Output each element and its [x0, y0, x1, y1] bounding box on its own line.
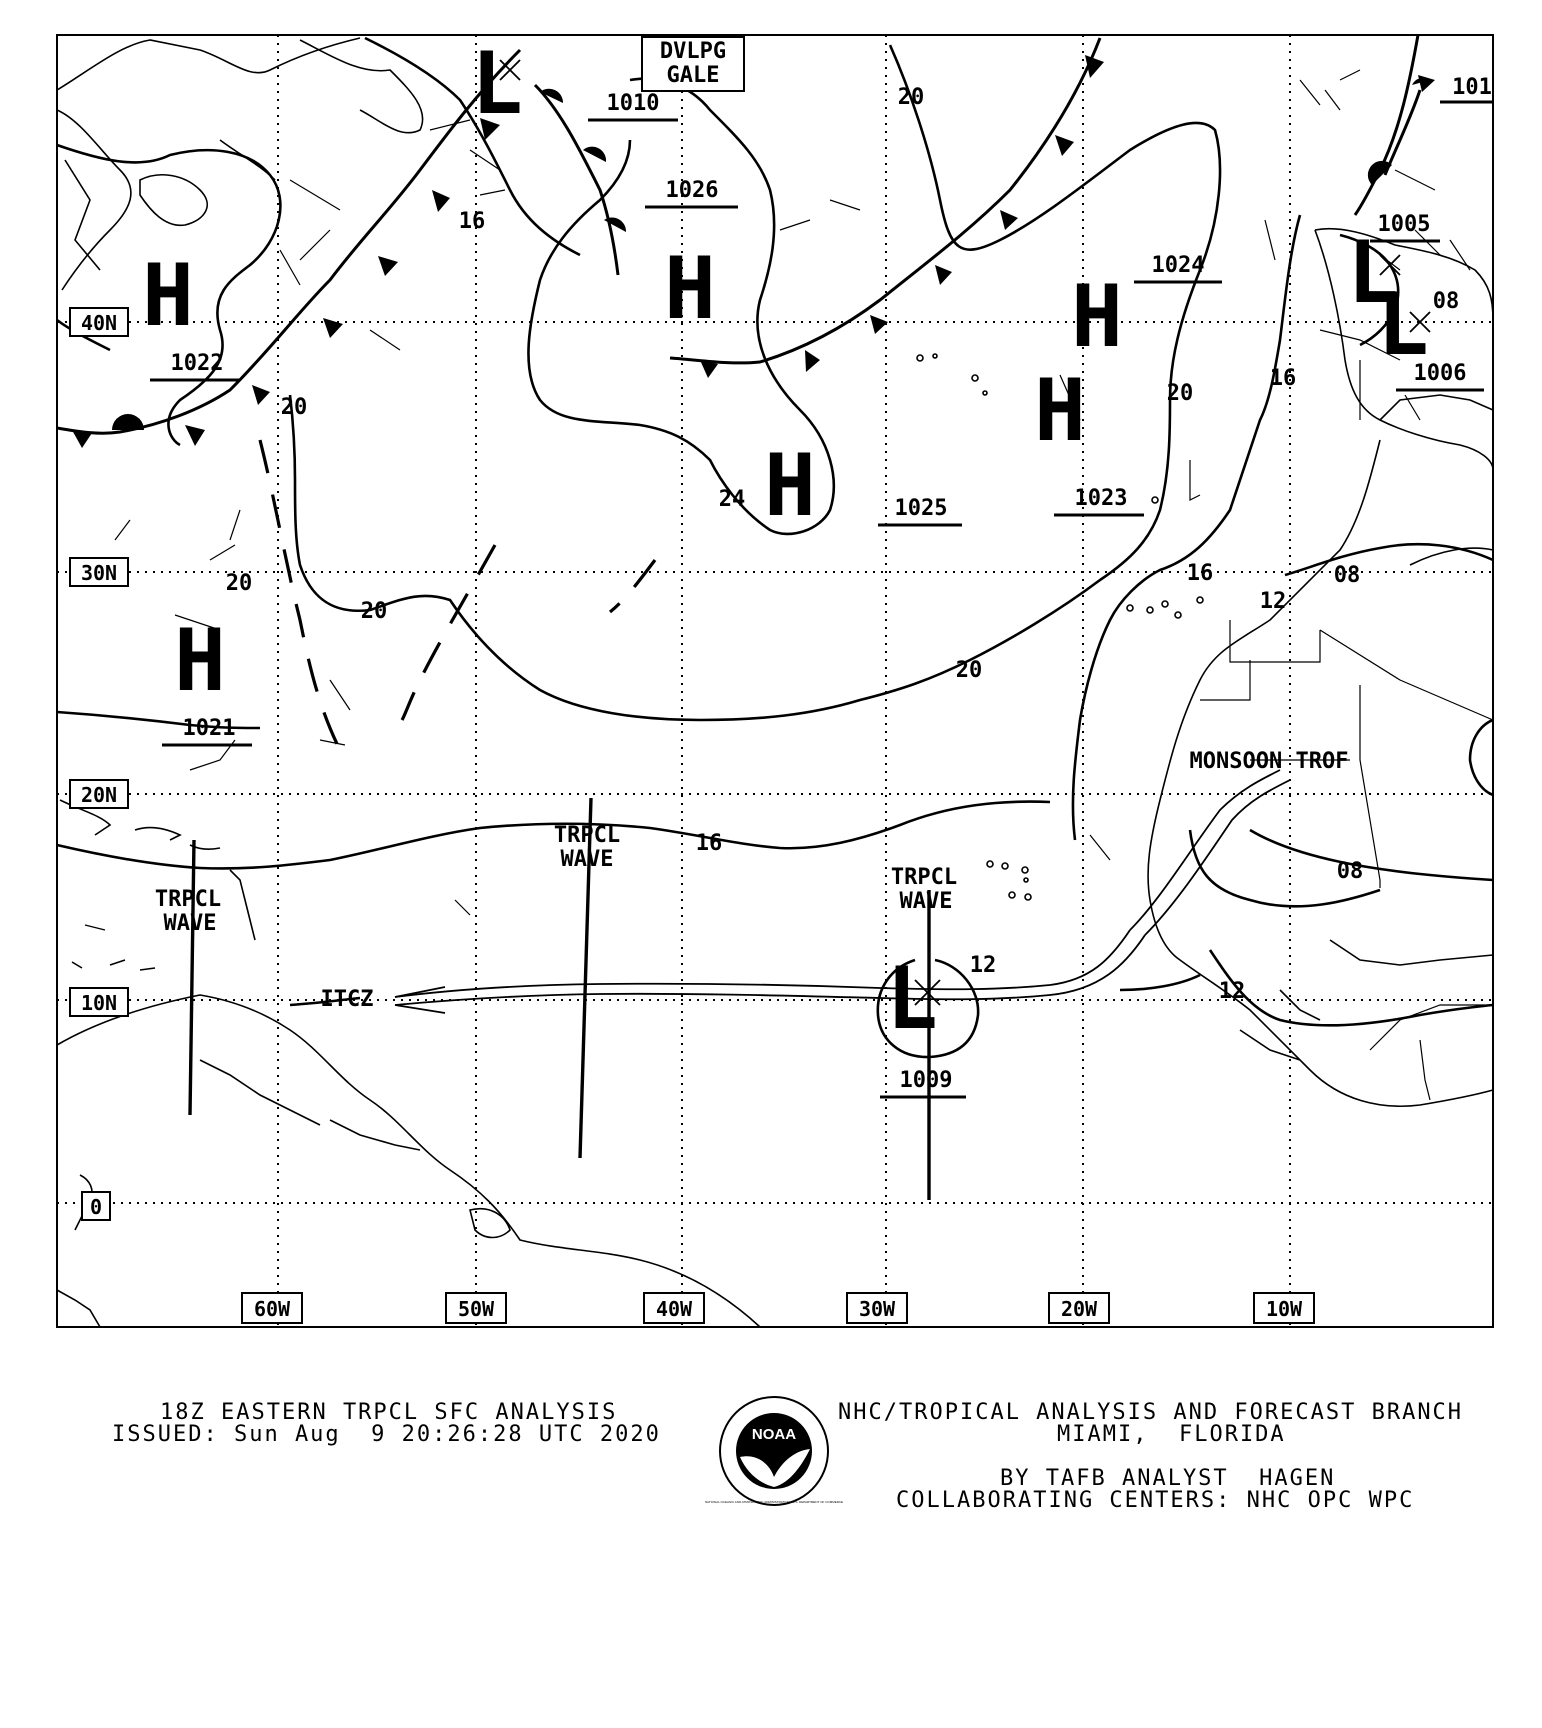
- isobar-label: 20: [280, 395, 308, 420]
- tropical-wave-label-line1: TRPCL: [553, 823, 621, 848]
- tropical-wave-label-line1: TRPCL: [890, 865, 958, 890]
- lon-label-60w: 60W: [253, 1297, 291, 1321]
- high-center-letter: H: [1071, 267, 1123, 367]
- pressure-value: 1009: [899, 1068, 953, 1093]
- high-center-letter: H: [764, 436, 816, 536]
- low-center-letter: L: [1377, 275, 1429, 375]
- lon-label-20w: 20W: [1060, 1297, 1098, 1321]
- isobar-label: 12: [969, 953, 997, 978]
- isobar-label: 08: [1336, 859, 1364, 884]
- lon-label-40w: 40W: [655, 1297, 693, 1321]
- isobar-label: 20: [1166, 381, 1194, 406]
- isobar-label: 08: [1432, 289, 1460, 314]
- high-center-letter: H: [664, 239, 716, 339]
- chart-title: 18Z EASTERN TRPCL SFC ANALYSIS: [160, 1400, 618, 1425]
- isobar-label: 20: [955, 658, 983, 683]
- lat-label-40n: 40N: [80, 311, 118, 335]
- monsoon-trough-label: MONSOON TROF: [1189, 749, 1349, 774]
- edge-pressure-fragment: 101: [1452, 75, 1492, 100]
- isobar-label: 20: [897, 85, 925, 110]
- isobar-label: 08: [1333, 563, 1361, 588]
- lat-label-0: 0: [89, 1195, 103, 1219]
- noaa-logo-ring-text: NATIONAL OCEANIC AND ATMOSPHERIC ADMINISTRATION · U.S. DEPARTMENT OF COMMERCE: [704, 1500, 844, 1504]
- pressure-value: 1006: [1413, 361, 1467, 386]
- pressure-value: 1005: [1377, 212, 1431, 237]
- isobar-label: 16: [1269, 366, 1297, 391]
- noaa-logo: [704, 1395, 844, 1507]
- isobar-label: 24: [718, 487, 746, 512]
- pressure-value: 1025: [894, 496, 948, 521]
- lat-label-10n: 10N: [80, 991, 118, 1015]
- tropical-wave-label-line2: WAVE: [899, 889, 953, 914]
- tropical-wave-label-line2: WAVE: [163, 911, 217, 936]
- lon-label-10w: 10W: [1265, 1297, 1303, 1321]
- isobar-label: 12: [1259, 589, 1287, 614]
- lon-label-50w: 50W: [457, 1297, 495, 1321]
- isobar-label: 16: [695, 831, 723, 856]
- lat-label-20n: 20N: [80, 783, 118, 807]
- tropical-wave-label-line1: TRPCL: [154, 887, 222, 912]
- isobar-label: 16: [458, 209, 486, 234]
- pressure-value: 1024: [1151, 253, 1205, 278]
- isobar-label: 20: [225, 571, 253, 596]
- collaborating-centers: COLLABORATING CENTERS: NHC OPC WPC: [896, 1488, 1415, 1513]
- agency-location: MIAMI, FLORIDA: [1057, 1422, 1286, 1447]
- isobar-label: 12: [1218, 979, 1246, 1004]
- pressure-value: 1021: [182, 716, 236, 741]
- isobar-label: 16: [1186, 561, 1214, 586]
- itcz-label: ITCZ: [320, 987, 374, 1012]
- noaa-logo-text: NOAA: [751, 1426, 797, 1443]
- high-center-letter: H: [142, 246, 194, 346]
- low-center-letter: L: [886, 949, 938, 1049]
- agency-name: NHC/TROPICAL ANALYSIS AND FORECAST BRANCH: [838, 1400, 1464, 1425]
- high-center-letter: H: [174, 611, 226, 711]
- tropical-wave-label-line2: WAVE: [560, 847, 614, 872]
- pressure-value: 1022: [170, 351, 224, 376]
- gale-label-line1: DVLPG: [659, 39, 727, 64]
- gale-label-line2: GALE: [666, 63, 720, 88]
- low-center-letter: L: [471, 34, 523, 134]
- high-center-letter: H: [1034, 361, 1086, 461]
- pressure-value: 1023: [1074, 486, 1128, 511]
- lat-label-30n: 30N: [80, 561, 118, 585]
- analyst-credit: BY TAFB ANALYST HAGEN: [1000, 1466, 1336, 1491]
- pressure-value: 1026: [665, 178, 719, 203]
- pressure-value: 1010: [606, 91, 660, 116]
- issued-timestamp: ISSUED: Sun Aug 9 20:26:28 UTC 2020: [112, 1422, 661, 1447]
- isobar-label: 20: [360, 599, 388, 624]
- lon-label-30w: 30W: [858, 1297, 896, 1321]
- low-center-letter: L: [1347, 223, 1399, 323]
